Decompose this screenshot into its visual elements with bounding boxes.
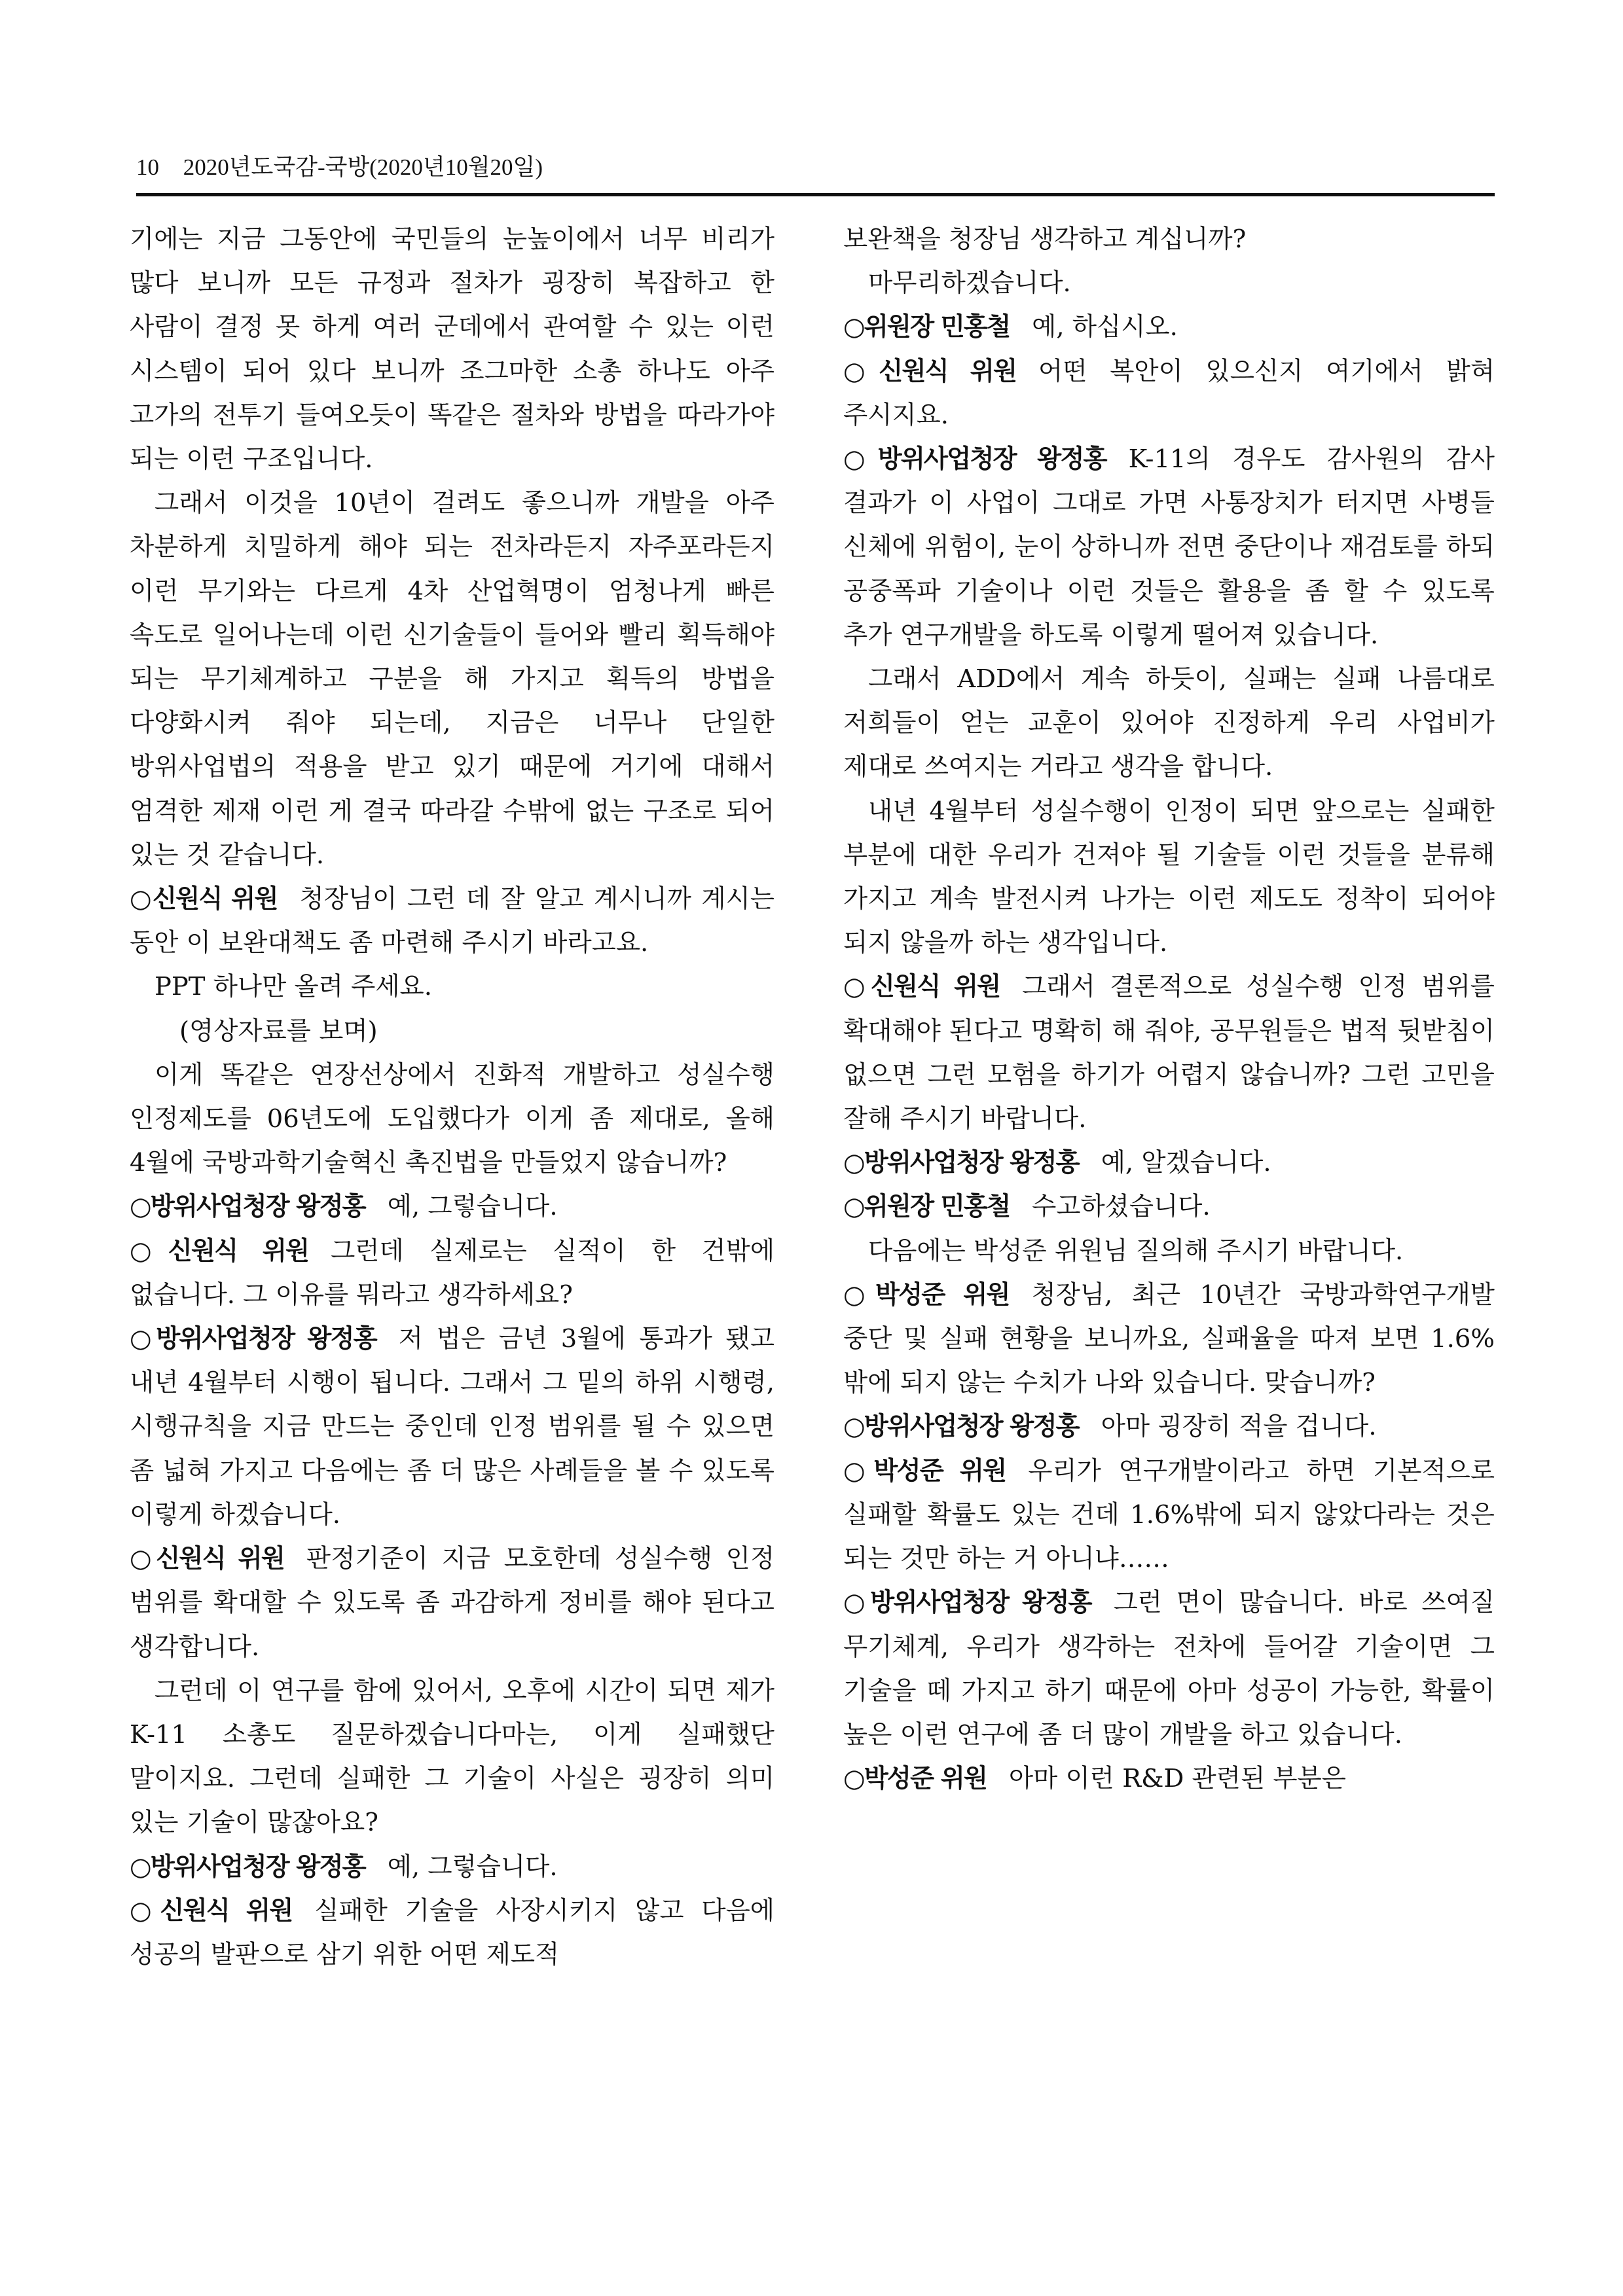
speech-text: 그런 면이 많습니다. 바로 쓰여질 무기체계, 우리가 생각하는 전차에 들어갈 기술이면 그 기술을 떼 가지고 하기 때문에 아마 성공이 가능한, 확률이 높은 이런 연구에 좀 더 많이 개발을 하고 있습니다.	[843, 1588, 1495, 1749]
speaker-label	[843, 1764, 987, 1793]
speaker-name: 신원식 위원	[160, 1895, 293, 1926]
speech-text: 그래서 결론적으로 성실수행 인정 범위를 확대해야 된다고 명확히 해 줘야, 공무원들은 법적 뒷받침이 없으면 그런 모험을 하기가 어렵지 않습니까? 그런 고민을 잘해 주시기 바랍니다.	[843, 972, 1495, 1134]
speech-text: 청장님, 최근 10년간 국방과학연구개발 중단 및 실패 현황을 보니까요, 실패율을 따져 보면 1.6%밖에 되지 않는 수치가 나와 있습니다. 맞습니까?	[843, 1280, 1495, 1398]
speech-paragraph	[843, 1405, 1495, 1448]
document-title: 2020년도국감-국방(2020년10월20일)	[183, 154, 543, 180]
speaker-label	[843, 972, 1000, 1001]
speech-text: 실패한 기술을 사장시키지 않고 다음에 성공의 발판으로 삼기 위한 어떤 제도적	[130, 1895, 775, 1969]
speaker-label	[843, 1588, 1091, 1617]
speaker-label	[130, 1192, 365, 1221]
speech-paragraph	[130, 877, 775, 965]
speaker-marker-icon: ○	[130, 1852, 151, 1882]
speaker-label	[843, 312, 1010, 342]
speaker-label	[843, 1456, 1006, 1486]
body-paragraph: 마무리하겠습니다.	[868, 268, 1071, 298]
speech-text: 예, 하십시오.	[1032, 312, 1178, 342]
right-column	[843, 217, 1495, 1801]
speaker-marker-icon: ○	[843, 1280, 875, 1310]
speaker-name: 신원식 위원	[870, 972, 1000, 1002]
speaker-label	[843, 444, 1106, 474]
speech-text: 판정기준이 지금 모호한데 성실수행 인정 범위를 확대할 수 있도록 좀 과감하게 정비를 해야 된다고 생각합니다.	[130, 1544, 775, 1662]
speaker-label	[843, 1148, 1079, 1177]
body-paragraph: 그래서 이것을 10년이 걸려도 좋으니까 개발을 아주 차분하게 치밀하게 해야 되는 전차라든지 자주포라든지 이런 무기와는 다르게 4차 산업혁명이 엄청나게 빠른 속도로 일어나는데 이런 신기술들이 들어와 빨리 획득해야 되는 무기체계하고 구분을 해 가지고 획득의 방법을 다양화시켜 줘야 되는데, 지금은 너무나 단일한 방위사업법의 적용을 받고 있기 때문에 거기에 대해서 엄격한 제재 이런 게 결국 따라갈 수밖에 없는 구조로 되어 있는 것 같습니다.	[130, 488, 775, 870]
speech-paragraph	[843, 1581, 1495, 1757]
speech-paragraph	[843, 1757, 1495, 1801]
body-paragraph: PPT 하나만 올려 주세요.	[155, 972, 432, 1002]
speaker-marker-icon: ○	[130, 1324, 156, 1354]
header-rule	[136, 193, 1495, 196]
page-number: 10	[136, 154, 159, 180]
speaker-name: 방위사업청장 왕정홍	[156, 1324, 376, 1354]
body-paragraph: 기에는 지금 그동안에 국민들의 눈높이에서 너무 비리가 많다 보니까 모든 규정과 절차가 굉장히 복잡하고 한 사람이 결정 못 하게 여러 군데에서 관여할 수 있는 이런 시스템이 되어 있다 보니까 조그마한 소총 하나도 아주 고가의 전투기 들여오듯이 똑같은 절차와 방법을 따라가야 되는 이런 구조입니다.	[130, 224, 775, 475]
speaker-label	[843, 1192, 1010, 1221]
speech-paragraph	[130, 1537, 775, 1669]
speaker-name: 신원식 위원	[168, 1236, 309, 1266]
speech-paragraph	[843, 965, 1495, 1141]
speaker-name: 방위사업청장 왕정홍	[864, 1412, 1079, 1442]
speech-text: 아마 굉장히 적을 겁니다.	[1101, 1412, 1377, 1442]
page-header	[136, 149, 543, 182]
speaker-name: 신원식 위원	[156, 1544, 284, 1574]
left-column	[130, 217, 775, 1977]
speaker-marker-icon: ○	[130, 884, 153, 914]
speaker-name: 신원식 위원	[879, 356, 1017, 386]
speaker-label	[130, 1544, 284, 1573]
speech-paragraph	[130, 1889, 775, 1977]
speech-text: K-11의 경우도 감사원의 감사 결과가 이 사업이 그대로 가면 사통장치가 터지면 사병들 신체에 위험이, 눈이 상하니까 전면 중단이나 재검토를 하되 공중폭파 기술이나 이런 것들은 활용을 좀 할 수 있도록 추가 연구개발을 하도록 이렇게 떨어져 있습니다.	[843, 444, 1495, 650]
speaker-label	[130, 1236, 308, 1266]
speaker-name: 방위사업청장 왕정홍	[864, 1148, 1079, 1178]
speaker-name: 박성준 위원	[864, 1764, 987, 1794]
speaker-marker-icon: ○	[130, 1544, 156, 1574]
speaker-name: 방위사업청장 왕정홍	[150, 1852, 365, 1882]
speech-paragraph	[843, 350, 1495, 437]
speech-text: 수고하셨습니다.	[1032, 1192, 1211, 1222]
speaker-name: 위원장 민홍철	[864, 1192, 1010, 1222]
speaker-marker-icon: ○	[843, 1764, 864, 1794]
speaker-name: 방위사업청장 왕정홍	[877, 444, 1106, 475]
speaker-name: 박성준 위원	[875, 1280, 1010, 1310]
speech-paragraph	[130, 1229, 775, 1317]
speech-paragraph	[843, 1449, 1495, 1581]
speaker-name: 방위사업청장 왕정홍	[150, 1192, 365, 1222]
speaker-marker-icon: ○	[843, 1192, 864, 1222]
speech-text: 어떤 복안이 있으신지 여기에서 밝혀 주시지요.	[843, 356, 1495, 430]
speech-text: 청장님이 그런 데 잘 알고 계시니까 계시는 동안 이 보완대책도 좀 마련해 주시기 바라고요.	[130, 884, 775, 958]
speaker-marker-icon: ○	[843, 972, 871, 1002]
speaker-marker-icon: ○	[843, 356, 879, 386]
speaker-label	[843, 1412, 1079, 1441]
speaker-name: 방위사업청장 왕정홍	[870, 1588, 1091, 1618]
body-paragraph: 그래서 ADD에서 계속 하듯이, 실패는 실패 나름대로 저희들이 얻는 교훈이 있어야 진정하게 우리 사업비가 제대로 쓰여지는 거라고 생각을 합니다.	[843, 664, 1495, 782]
speech-text: 예, 알겠습니다.	[1101, 1148, 1271, 1178]
speaker-marker-icon: ○	[843, 312, 864, 342]
speech-paragraph	[843, 1185, 1495, 1229]
speaker-name: 박성준 위원	[873, 1456, 1006, 1486]
speaker-label	[130, 884, 278, 914]
body-paragraph: (영상자료를 보며)	[179, 1016, 378, 1046]
speaker-marker-icon: ○	[130, 1192, 151, 1222]
speech-paragraph	[130, 1845, 775, 1889]
body-paragraph: 보완책을 청장님 생각하고 계십니까?	[843, 224, 1247, 254]
speaker-marker-icon: ○	[130, 1236, 168, 1266]
speech-text: 아마 이런 R&D 관련된 부분은	[1008, 1764, 1346, 1794]
speaker-name: 위원장 민홍철	[864, 312, 1010, 342]
speech-text: 저 법은 금년 3월에 통과가 됐고 내년 4월부터 시행이 됩니다. 그래서 그 밑의 하위 시행령, 시행규칙을 지금 만드는 중인데 인정 범위를 될 수 있으면 좀 넓혀 가지고 다음에는 좀 더 많은 사례들을 볼 수 있도록 이렇게 하겠습니다.	[130, 1324, 775, 1530]
speech-paragraph	[130, 1185, 775, 1229]
speech-text: 우리가 연구개발이라고 하면 기본적으로 실패할 확률도 있는 건데 1.6%밖에 되지 않았다라는 것은 되는 것만 하는 거 아니냐……	[843, 1456, 1495, 1574]
speaker-name: 신원식 위원	[152, 884, 278, 914]
speaker-marker-icon: ○	[130, 1895, 160, 1926]
speaker-marker-icon: ○	[843, 444, 878, 475]
speaker-label	[130, 1852, 365, 1882]
body-paragraph: 내년 4월부터 성실수행이 인정이 되면 앞으로는 실패한 부분에 대한 우리가 건져야 될 기술들 이런 것들을 분류해 가지고 계속 발전시켜 나가는 이런 제도도 정착이 되어야 되지 않을까 하는 생각입니다.	[843, 796, 1495, 958]
speaker-label	[130, 1896, 292, 1926]
body-paragraph: 이게 똑같은 연장선상에서 진화적 개발하고 성실수행 인정제도를 06년도에 도입했다가 이게 좀 제대로, 올해 4월에 국방과학기술혁신 촉진법을 만들었지 않습니까?	[130, 1060, 775, 1178]
speaker-marker-icon: ○	[843, 1456, 874, 1486]
body-paragraph: 그런데 이 연구를 함에 있어서, 오후에 시간이 되면 제가 K-11 소총도 질문하겠습니다마는, 이게 실패했단 말이지요. 그런데 실패한 그 기술이 사실은 굉장히 의미 있는 기술이 많잖아요?	[130, 1676, 775, 1838]
speech-paragraph	[843, 1141, 1495, 1185]
speaker-label	[130, 1324, 376, 1354]
speech-text: 그런데 실제로는 실적이 한 건밖에 없습니다. 그 이유를 뭐라고 생각하세요?	[130, 1236, 775, 1310]
speaker-marker-icon: ○	[843, 1588, 871, 1618]
speaker-marker-icon: ○	[843, 1148, 864, 1178]
speech-paragraph	[843, 1273, 1495, 1405]
speech-paragraph	[130, 1317, 775, 1537]
speech-paragraph	[843, 305, 1495, 349]
speaker-marker-icon: ○	[843, 1412, 864, 1442]
speech-text: 예, 그렇습니다.	[387, 1852, 558, 1882]
speaker-label	[843, 1280, 1009, 1310]
speech-paragraph	[843, 437, 1495, 657]
body-paragraph: 다음에는 박성준 위원님 질의해 주시기 바랍니다.	[868, 1236, 1404, 1266]
speech-text: 예, 그렇습니다.	[387, 1192, 558, 1222]
speaker-label	[843, 357, 1016, 386]
